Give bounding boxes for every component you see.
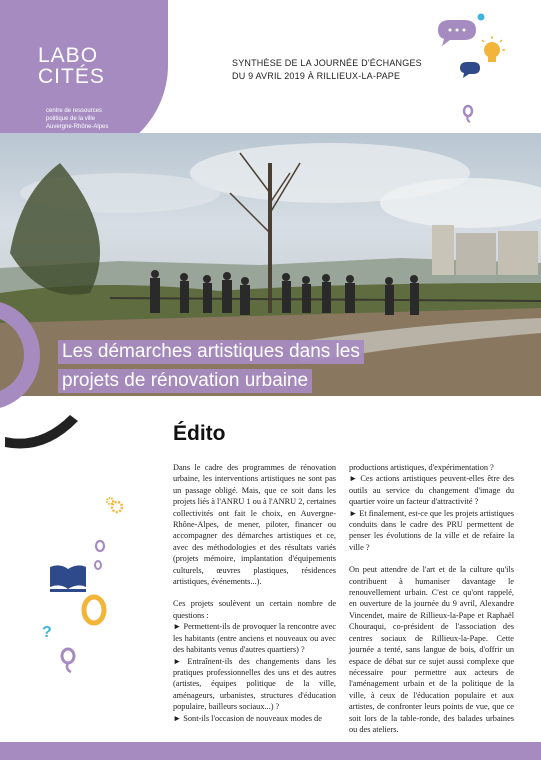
tagline-line3: Auvergne-Rhône-Alpes [46, 124, 109, 130]
question-5: ► Et finalement, est-ce que les projets artistiques conduits dans le cadre des PRU permettent de penser les évolutions de la ville et de refaire la ville ? [349, 508, 514, 552]
logo-line2: CITÉS [38, 65, 105, 88]
question-1: ► Permettent-ils de provoquer la rencontre avec les habitants (entre anciens et nouveaux ou avec des habitants venus d'autres quartiers) ? [173, 622, 336, 655]
hero-title-line1: Les démarches artistiques dans les [58, 340, 364, 364]
footer-bar [0, 742, 541, 760]
document-date: DU 9 AVRIL 2019 À RILLIEUX-LA-PAPE [232, 71, 401, 81]
paragraph-questions: Ces projets soulèvent un certain nombre de questions : [173, 599, 336, 620]
paragraph-closing: On peut attendre de l'art et de la culture qu'ils contribuent à humaniser davantage le renouvellement urbain. C'est ce qu'ont rappelé, en ouverture de la journée du 9 avril, Alexandre Vincendet, maire de Rillieux-la-Pape et Raphaël Chouraqui, co-président de l'association des centres sociaux de Rillieux-la-Pape. Cette journée a tenté, sans langue de bois, d'offrir un espace de débat sur ce sujet aussi complexe que nécessaire pour permettre aux acteurs de l'aménagement urbain et de la politique de la ville, à ceux de l'éducation populaire et aux artistes, de confronter leurs points de vue, que ce soit lors de la table-ronde, des balades urbaines ou des ateliers. [349, 565, 514, 734]
question-mark-icon: ? [42, 624, 52, 641]
document-title: SYNTHÈSE DE LA JOURNÉE D'ÉCHANGES [232, 58, 422, 68]
decorative-icons-left [38, 495, 128, 685]
gear-icon [107, 498, 122, 512]
text-column-2 [349, 462, 514, 746]
logo [38, 45, 105, 87]
letter-o-small-icon [95, 541, 104, 569]
question-2: ► Entraînent-ils des changements dans les pratiques professionnelles des uns et des autres (artistes, équipes politique de la ville, aménageurs, urbanistes, structures d'éducation populaire, bailleurs sociaux...) ? [173, 656, 336, 712]
logo-line1: LABO [38, 44, 99, 67]
decorative-icons-top [430, 10, 540, 130]
decorative-swoosh [0, 395, 90, 455]
tagline-line2: politique de la ville [46, 116, 96, 122]
hero-title [58, 340, 383, 396]
dot-icon [478, 14, 485, 21]
speech-bubble-small-icon [460, 62, 480, 78]
hero-title-line2: projets de rénovation urbaine [58, 369, 312, 393]
logo-tagline [46, 107, 108, 131]
letter-o-large-icon [84, 597, 104, 623]
letter-o-purple-icon [62, 649, 74, 672]
speech-bubble-icon [438, 20, 476, 46]
lightbulb-icon [482, 36, 505, 62]
tagline-line1: centre de ressources [46, 108, 103, 114]
text-column-1 [173, 462, 336, 724]
question-4: ► Ces actions artistiques peuvent-elles être des outils au service du changement d'image du quartier voire un facteur d'attractivité ? [349, 474, 514, 507]
paragraph-intro: Dans le cadre des programmes de rénovation urbaine, les interventions artistiques ne sont pas un passage obligé. Mais, que ce soit dans les projets liés à l'ANRU 1 ou à l'ANRU 2, certaines collectivités ont fait le choix, en Auvergne-Rhône-Alpes, de mener, piloter, financer ou accompagner des démarches artistiques et ce, avec des méthodologies et des résultats variés (projets mémoire, implantation d'équipements culturels, œuvres plastiques, résidences artistiques, événements...). [173, 463, 336, 587]
open-book-icon [50, 565, 86, 592]
section-heading: Édito [173, 422, 226, 445]
question-3: ► Sont-ils l'occasion de nouveaux modes de [173, 713, 322, 723]
letter-o-icon [464, 106, 472, 122]
question-3-continued: productions artistiques, d'expérimentation ? [349, 463, 494, 472]
